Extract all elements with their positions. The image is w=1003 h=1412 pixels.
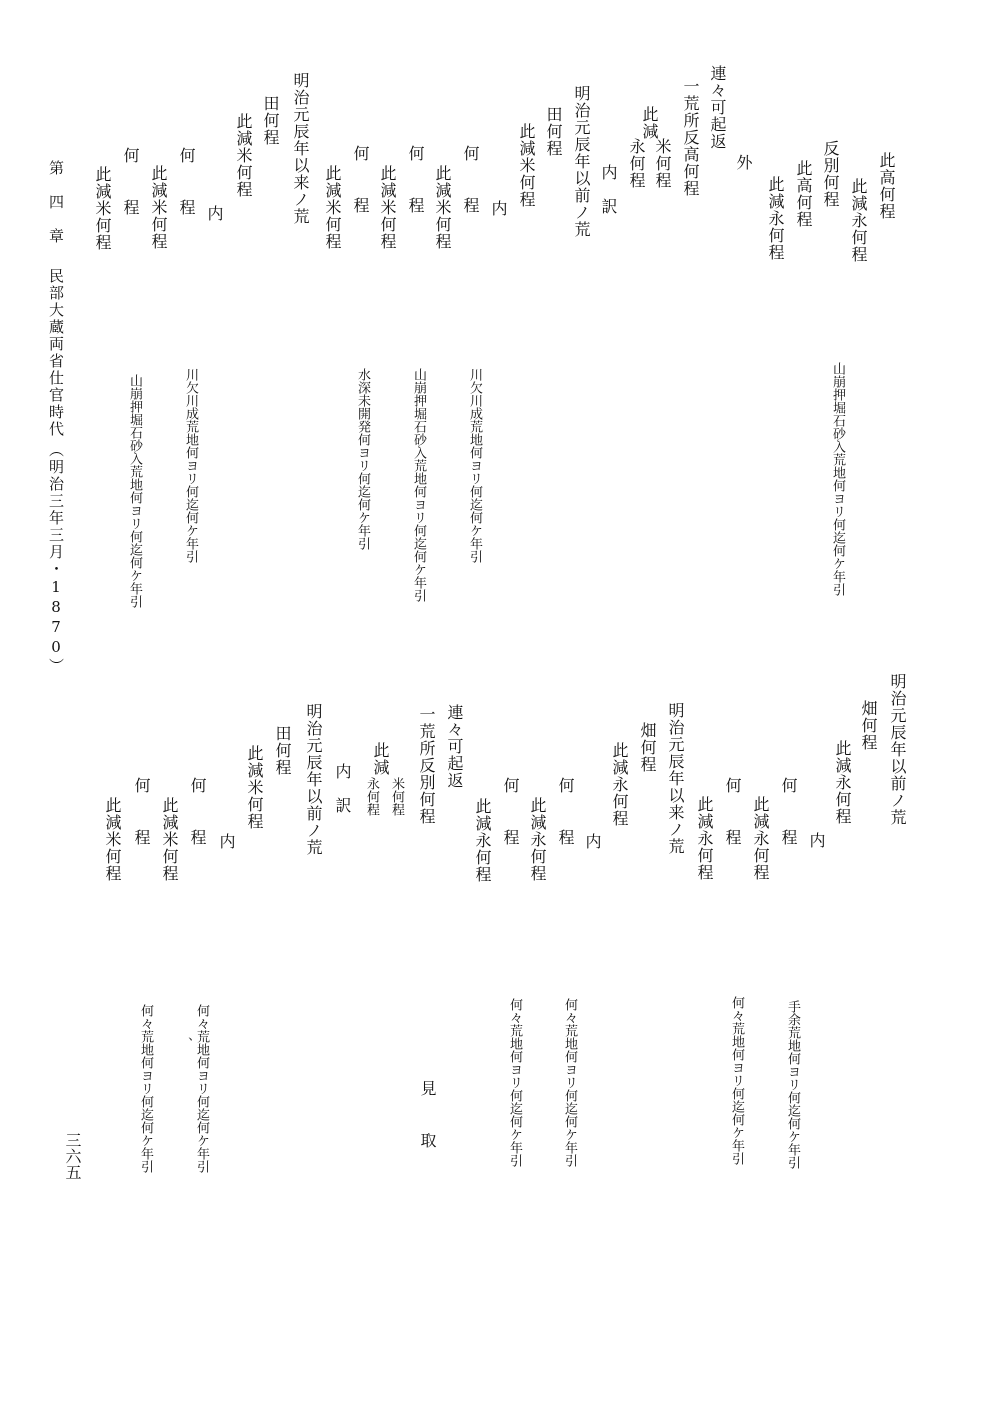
- bottom-row-22: 一荒所反別何程: [417, 706, 436, 825]
- top-row-24: 水深未開発何ヨリ何迄何ケ年引: [355, 368, 370, 550]
- top-row-9: 米何程: [653, 138, 672, 189]
- bottom-row-36: 此減米何程: [103, 797, 122, 882]
- top-row-7: 一荒所反高何程: [681, 78, 700, 197]
- bottom-row-18: 此減永何程: [473, 798, 492, 883]
- bottom-row-2: 此減永何程: [833, 740, 852, 825]
- top-row-32: 何 程: [121, 147, 140, 225]
- bottom-row-1: 畑何程: [859, 700, 878, 751]
- chapter-label: 第 四 章: [47, 160, 65, 245]
- top-row-5: 山崩押堀石砂入荒地何ヨリ何迄何ケ年引: [830, 362, 845, 596]
- top-row-34: 山崩押堀石砂入荒地何ヨリ何迄何ケ年引: [127, 374, 142, 608]
- bottom-row-7: 何 程: [723, 777, 742, 855]
- bottom-row-20: 見 取: [418, 1080, 437, 1158]
- top-row-26: 田何程: [261, 95, 280, 146]
- top-row-17: 此減米何程: [433, 165, 452, 250]
- bottom-row-16: 何々荒地何ヨリ何迄何ケ年引: [562, 998, 577, 1167]
- bottom-row-12: 此減永何程: [610, 742, 629, 827]
- top-row-10: 永何程: [627, 138, 646, 189]
- top-row-18: 川欠川成荒地何ヨリ何迄何ケ年引: [467, 368, 482, 563]
- bottom-row-33: 何々荒地何ヨリ何迄何ケ年引: [194, 1004, 209, 1173]
- top-row-27: 此減米何程: [234, 113, 253, 198]
- top-row-21: 山崩押堀石砂入荒地何ヨリ何迄何ケ年引: [411, 368, 426, 602]
- top-row-4: 此減永何程: [766, 176, 785, 261]
- top-row-33: 此減米何程: [93, 166, 112, 251]
- top-row-14: 此減米何程: [517, 123, 536, 208]
- top-row-30: 此減米何程: [149, 165, 168, 250]
- bottom-row-21: 連々可起返: [445, 704, 464, 789]
- top-row-13: 田何程: [544, 106, 563, 157]
- chapter-title: 民部大蔵両省仕官時代: [47, 268, 65, 438]
- top-row-22: 何 程: [351, 145, 370, 223]
- top-row-2: 反別何程: [821, 140, 840, 208]
- top-row-6: 連々可起返: [708, 65, 727, 150]
- bottom-row-26: 内 訳: [333, 763, 352, 814]
- top-row-29: 何 程: [177, 147, 196, 225]
- bottom-row-32: 此減米何程: [160, 797, 179, 882]
- top-row-0: 此高何程: [877, 152, 896, 220]
- bottom-row-13: 内: [583, 833, 602, 850]
- top-row-31: 川欠川成荒地何ヨリ何迄何ケ年引: [183, 368, 198, 563]
- chapter-date: （明治三年三月・1870）: [47, 442, 65, 675]
- top-row-19: 何 程: [406, 145, 425, 223]
- top-row-28: 内: [205, 205, 224, 222]
- top-row-1: 此減永何程: [849, 178, 868, 263]
- bottom-row-29: 此減米何程: [245, 745, 264, 830]
- bottom-row-37: 何々荒地何ヨリ何迄何ケ年引: [138, 1004, 153, 1173]
- bottom-row-31: 何 程: [188, 777, 207, 855]
- outer-label: 外: [734, 154, 753, 171]
- bottom-row-8: 此減永何程: [695, 796, 714, 881]
- bottom-row-3: 内: [807, 832, 826, 849]
- bottom-row-30: 内: [217, 833, 236, 850]
- bottom-row-15: 此減永何程: [528, 797, 547, 882]
- bottom-row-25: 永何程: [364, 777, 379, 816]
- bottom-row-6: 手余荒地何ヨリ何迄何ケ年引: [785, 1000, 800, 1169]
- top-row-15: 内: [489, 200, 508, 217]
- top-row-3: 此高何程: [794, 160, 813, 228]
- bottom-row-17: 何 程: [501, 777, 520, 855]
- bottom-row-27: 明治元辰年以前ノ荒: [304, 703, 323, 856]
- bottom-row-9: 何々荒地何ヨリ何迄何ケ年引: [729, 996, 744, 1165]
- top-row-23: 此減米何程: [323, 165, 342, 250]
- bottom-row-23: 此減: [371, 742, 390, 776]
- bottom-row-34: 、: [177, 1037, 192, 1050]
- top-row-8: 此減: [640, 106, 659, 140]
- top-row-11: 内 訳: [599, 164, 618, 215]
- bottom-row-4: 何 程: [779, 777, 798, 855]
- bottom-row-35: 何 程: [132, 777, 151, 855]
- top-row-16: 何 程: [461, 145, 480, 223]
- page-number: 三六五: [63, 1132, 82, 1180]
- bottom-row-0: 明治元辰年以前ノ荒: [888, 673, 907, 826]
- top-row-20: 此減米何程: [378, 165, 397, 250]
- top-row-12: 明治元辰年以前ノ荒: [572, 85, 591, 238]
- bottom-row-5: 此減永何程: [751, 796, 770, 881]
- bottom-row-14: 何 程: [556, 777, 575, 855]
- bottom-row-24: 米何程: [389, 777, 404, 816]
- bottom-row-19: 何々荒地何ヨリ何迄何ケ年引: [507, 998, 522, 1167]
- bottom-row-28: 田何程: [273, 725, 292, 776]
- bottom-row-11: 畑何程: [638, 722, 657, 773]
- bottom-row-10: 明治元辰年以来ノ荒: [666, 702, 685, 855]
- top-row-25: 明治元辰年以来ノ荒: [291, 72, 310, 225]
